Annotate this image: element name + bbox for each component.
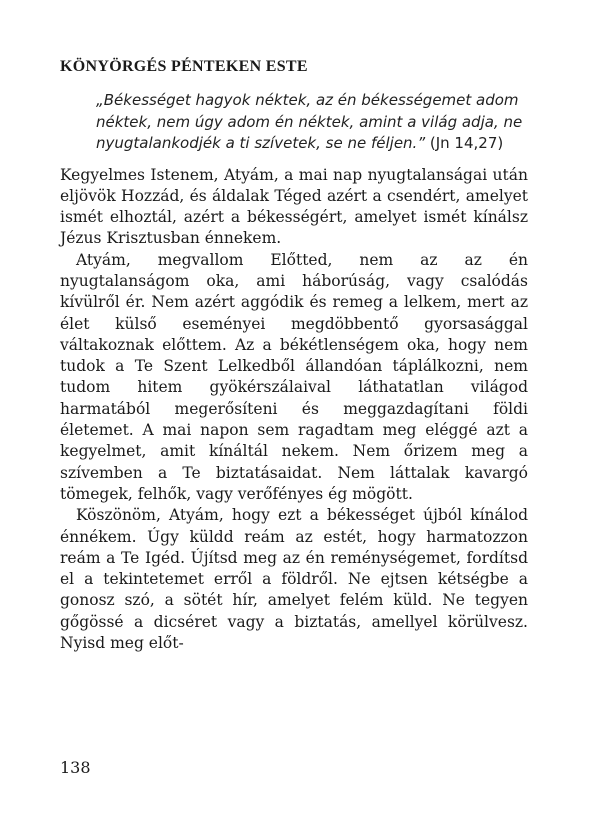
motto-text: „Békességet hagyok néktek, az én békességemet adom néktek, nem úgy adom én néktek, amint a világ adja, ne nyugtalankodjék a ti szívetek, se ne féljen.” (96, 91, 523, 152)
motto-quote (96, 90, 528, 155)
motto-reference: (Jn 14,27) (429, 134, 504, 152)
paragraph: Kegyelmes Istenem, Atyám, a mai nap nyugtalanságai után eljövök Hozzád, és áldalak Téged azért a csendért, amelyet ismét elhoztál, azért a békességért, amelyet ismét kínálsz Jézus Krisztusban énnekem. (60, 165, 528, 248)
paragraph: Köszönöm, Atyám, hogy ezt a békességet újból kínálod énnékem. Úgy küldd reám az estét, hogy harmatozzon reám a Te Igéd. Újítsd meg az én reménységemet, fordítsd el a tekintetemet erről a földről. Ne ejtsen kétségbe a gonosz szó, a sötét hír, amelyet felém küld. Ne tegyen gőgössé a dicséret vagy a biztatás, amellyel körülvesz. Nyisd meg előt- (60, 506, 528, 653)
page-number: 138 (60, 758, 91, 777)
paragraph: Atyám, megvallom Előtted, nem az az én nyugtalanságom oka, ami háborúság, vagy csalódás kívülről ér. Nem azért aggódik és remeg a lelkem, mert az élet külső eseményei megdöbbentő gyorsasággal váltakoznak előttem. Az a békétlenségem oka, hogy nem tudok a Te Szent Lelkedből állandóan táplálkozni, nem tudom hitem gyökérszálaival láthatatlan világod harmatából megerősíteni és meggazdagítani földi életemet. A mai napon sem ragadtam meg eléggé azt a kegyelmet, amit kínáltál nekem. Nem őrizem meg a szívemben a Te biztatásaidat. Nem láttalak kavargó tömegek, felhők, vagy verőfényes ég mögött. (60, 250, 528, 503)
book-page (60, 56, 528, 654)
chapter-title: KÖNYÖRGÉS PÉNTEKEN ESTE (60, 58, 308, 75)
body-text (60, 165, 528, 655)
